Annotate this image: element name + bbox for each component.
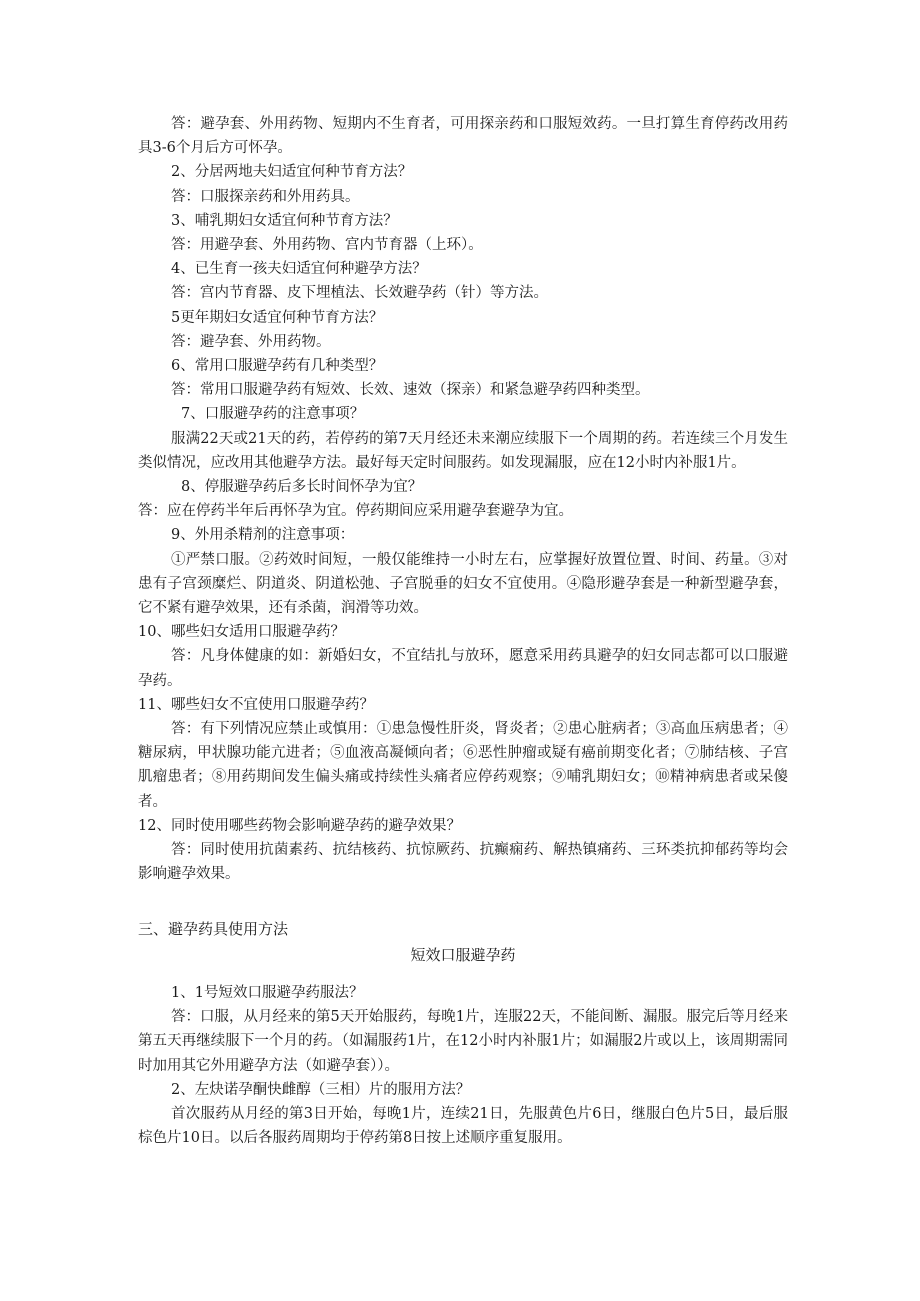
answer-10: 答：凡身体健康的如：新婚妇女，不宜结扎与放环，愿意采用药具避孕的妇女同志都可以口服避孕药。: [138, 648, 788, 689]
question-5: 5更年期妇女适宜何种节育方法？: [171, 309, 384, 326]
answer-12: 答：同时使用抗菌素药、抗结核药、抗惊厥药、抗癫痫药、解热镇痛药、三环类抗抑郁药等均会影响避孕效果。: [138, 842, 788, 883]
answer-2: 答：口服探亲药和外用药具。: [171, 188, 360, 205]
question-9: 9、外用杀精剂的注意事项：: [171, 527, 355, 544]
question-12: 12、同时使用哪些药物会影响避孕药的避孕效果？: [138, 817, 461, 834]
question-8: 8、停服避孕药后多长时间怀孕为宜？: [181, 479, 423, 496]
answer-9: ①严禁口服。②药效时间短，一般仅能维持一小时左右，应掌握好放置位置、时间、药量。③对患有子宫颈糜烂、阴道炎、阴道松弛、子宫脱垂的妇女不宜使用。④隐形避孕套是一种新型避孕套，它不紧有避孕效果，还有杀菌，润滑等功效。: [138, 551, 788, 617]
answer-8: 答：应在停药半年后再怀孕为宜。停药期间应采用避孕套避孕为宜。: [138, 503, 573, 520]
question-3: 3、哺乳期妇女适宜何种节育方法？: [171, 212, 398, 229]
answer-4: 答：宫内节育器、皮下埋植法、长效避孕药（针）等方法。: [171, 285, 548, 302]
answer-5: 答：避孕套、外用药物。: [171, 333, 331, 350]
answer-7: 服满22天或21天的药，若停药的第7天月经还未来潮应续服下一个周期的药。若连续三个月发生类似情况，应改用其他避孕方法。最好每天定时间服药。如发现漏服，应在12小时内补服1片。: [138, 430, 788, 471]
question-10: 10、哪些妇女适用口服避孕药？: [138, 624, 345, 641]
subheading: 短效口服避孕药: [410, 945, 516, 964]
question-4: 4、已生育一孩夫妇适宜何种避孕方法？: [171, 261, 427, 278]
answer-3: 答：用避孕套、外用药物、宫内节育器（上环）。: [171, 237, 483, 254]
answer-pill-1: 答：口服，从月经来的第5天开始服药，每晚1片，连服22天，不能间断、漏服。服完后等月经来第五天再继续服下一个月的药。（如漏服药1片，在12小时内补服1片；如漏服2片或以上，该周期需同时加用其它外用避孕方法（如避孕套））。: [138, 1009, 788, 1074]
answer-11: 答：有下列情况应禁止或慎用：①患急慢性肝炎，肾炎者；②患心脏病者；③高血压病患者；④糖尿病，甲状腺功能亢进者；⑤血液高凝倾向者；⑥恶性肿瘤或疑有癌前期变化者；⑦肺结核、子宫肌瘤患者；⑧用药期间发生偏头痛或持续性头痛者应停药观察；⑨哺乳期妇女；⑩精神病患者或呆傻者。: [138, 721, 788, 810]
answer-pill-2: 首次服药从月经的第3日开始，每晚1片，连续21日，先服黄色片6日，继服白色片5日，最后服棕色片10日。以后各服药周期均于停药第8日按上述顺序重复服用。: [138, 1105, 788, 1147]
question-pill-2: 2、左炔诺孕酮快雌醇（三相）片的服用方法？: [171, 1081, 471, 1098]
section-heading: 三、避孕药具使用方法: [138, 919, 289, 938]
question-2: 2、分居两地夫妇适宜何种节育方法？: [171, 164, 413, 181]
question-11: 11、哪些妇女不宜使用口服避孕药？: [138, 696, 374, 713]
answer-paragraph: 答：避孕套、外用药物、短期内不生育者，可用探亲药和口服短效药。一旦打算生育停药改用药具3-6个月后方可怀孕。: [138, 116, 788, 157]
question-7: 7、口服避孕药的注意事项？: [181, 406, 365, 423]
document-body: [138, 112, 788, 1150]
answer-6: 答：常用口服避孕药有短效、长效、速效（探亲）和紧急避孕药四种类型。: [171, 382, 650, 399]
question-6: 6、常用口服避孕药有几种类型？: [171, 358, 384, 375]
question-pill-1: 1、1号短效口服避孕药服法？: [171, 984, 364, 1001]
